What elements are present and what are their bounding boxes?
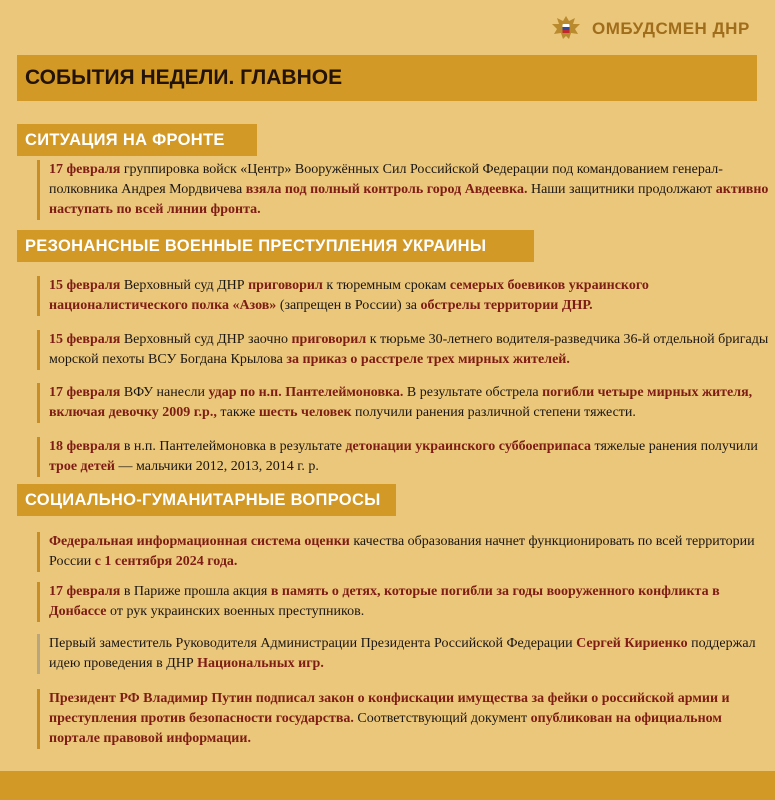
body-text: ВФУ нанесли bbox=[120, 385, 209, 400]
highlight-text: 17 февраля bbox=[49, 385, 121, 400]
highlight-text: 17 февраля bbox=[49, 162, 121, 177]
highlight-text: Сергей Кириенко bbox=[576, 636, 688, 651]
highlight-text: активно наступать по всей линии фронта. bbox=[49, 182, 769, 217]
highlight-text: конфискации имущества за фейки о российской армии и преступления против безопасности государства. bbox=[49, 691, 730, 726]
body-text: от рук украинских военных преступников. bbox=[106, 604, 365, 619]
body-text: в Париже прошла акция bbox=[120, 584, 271, 599]
body-text: Первый заместитель Руководителя Администрации Президента Российской Федерации bbox=[49, 636, 577, 651]
highlight-text: за приказ о расстреле трех мирных жителей. bbox=[286, 352, 570, 367]
body-text: качества образования начнет функционировать по всей территории России bbox=[49, 534, 755, 569]
highlight-text: погибли четыре мирных жителя, включая девочку 2009 г.р., bbox=[49, 385, 753, 420]
body-text: Соответствующий документ bbox=[353, 711, 531, 726]
logo bbox=[549, 12, 750, 46]
body-text: поддержал идею проведения в ДНР bbox=[49, 636, 756, 671]
highlight-text: Федеральная информационная система оценки bbox=[49, 534, 350, 549]
news-item bbox=[37, 532, 774, 572]
highlight-text: Национальных игр. bbox=[197, 656, 324, 671]
highlight-text: шесть человек bbox=[258, 405, 352, 420]
body-text: тяжелые ранения получили bbox=[591, 439, 758, 454]
page-title-bar bbox=[17, 55, 757, 101]
news-item bbox=[37, 437, 774, 477]
highlight-text: взяла под полный контроль город Авдеевка. bbox=[245, 182, 528, 197]
highlight-text: приговорил bbox=[291, 332, 367, 347]
highlight-text: обстрелы территории ДНР. bbox=[420, 298, 593, 313]
body-text: Верховный суд ДНР bbox=[120, 278, 249, 293]
news-item bbox=[37, 276, 774, 316]
body-text: Наши защитники продолжают bbox=[527, 182, 716, 197]
news-item bbox=[37, 160, 774, 220]
body-text: к тюремным срокам bbox=[322, 278, 450, 293]
section-heading-label: РЕЗОНАНСНЫЕ ВОЕННЫЕ ПРЕСТУПЛЕНИЯ УКРАИНЫ bbox=[25, 236, 487, 255]
highlight-text: семерых боевиков украинского националистического полка «Азов» bbox=[49, 278, 649, 313]
body-text: группировка войск «Центр» Вооружённых Сил Российской Федерации под командованием генерал-полковника Андрея Мордвичева bbox=[49, 162, 723, 197]
highlight-text: 15 февраля bbox=[49, 278, 121, 293]
news-item bbox=[37, 634, 774, 674]
body-text: В результате обстрела bbox=[403, 385, 543, 400]
highlight-text: с 1 сентября 2024 года. bbox=[94, 554, 238, 569]
eagle-emblem-icon bbox=[549, 12, 583, 46]
highlight-text: опубликован на официальном портале правовой информации. bbox=[49, 711, 722, 746]
body-text: (запрещен в России) за bbox=[276, 298, 421, 313]
highlight-text: 17 февраля bbox=[49, 584, 121, 599]
body-text: в н.п. Пантелеймоновка в результате bbox=[120, 439, 346, 454]
footer-bar bbox=[0, 771, 775, 800]
section-heading-social bbox=[17, 484, 396, 516]
section-heading-war-crimes bbox=[17, 230, 534, 262]
highlight-text: в память о детях, которые погибли за годы вооруженного конфликта в Донбассе bbox=[49, 584, 720, 619]
news-item bbox=[37, 582, 774, 622]
highlight-text: удар по н.п. Пантелеймоновка. bbox=[208, 385, 404, 400]
section-heading-front bbox=[17, 124, 257, 156]
news-item bbox=[37, 383, 774, 423]
body-text: Верховный суд ДНР заочно bbox=[120, 332, 292, 347]
highlight-text: 18 февраля bbox=[49, 439, 121, 454]
body-text: также bbox=[216, 405, 259, 420]
highlight-text: Президент РФ Владимир Путин подписал закон о bbox=[49, 691, 369, 706]
body-text: получили ранения различной степени тяжести. bbox=[351, 405, 636, 420]
page-title: СОБЫТИЯ НЕДЕЛИ. ГЛАВНОЕ bbox=[25, 66, 343, 89]
body-text: — мальчики 2012, 2013, 2014 г. р. bbox=[115, 459, 319, 474]
news-item bbox=[37, 689, 774, 749]
section-heading-label: СОЦИАЛЬНО-ГУМАНИТАРНЫЕ ВОПРОСЫ bbox=[25, 490, 381, 509]
logo-text: ОМБУДСМЕН ДНР bbox=[592, 19, 750, 38]
section-heading-label: СИТУАЦИЯ НА ФРОНТЕ bbox=[25, 130, 225, 149]
body-text: к тюрьме 30-летнего водителя-разведчика 36-й отдельной бригады морской пехоты ВСУ Богдана Крылова bbox=[49, 332, 769, 367]
highlight-text: 15 февраля bbox=[49, 332, 121, 347]
highlight-text: трое детей bbox=[49, 459, 116, 474]
highlight-text: детонации украинского суббоеприпаса bbox=[345, 439, 592, 454]
news-item bbox=[37, 330, 774, 370]
highlight-text: приговорил bbox=[248, 278, 323, 293]
